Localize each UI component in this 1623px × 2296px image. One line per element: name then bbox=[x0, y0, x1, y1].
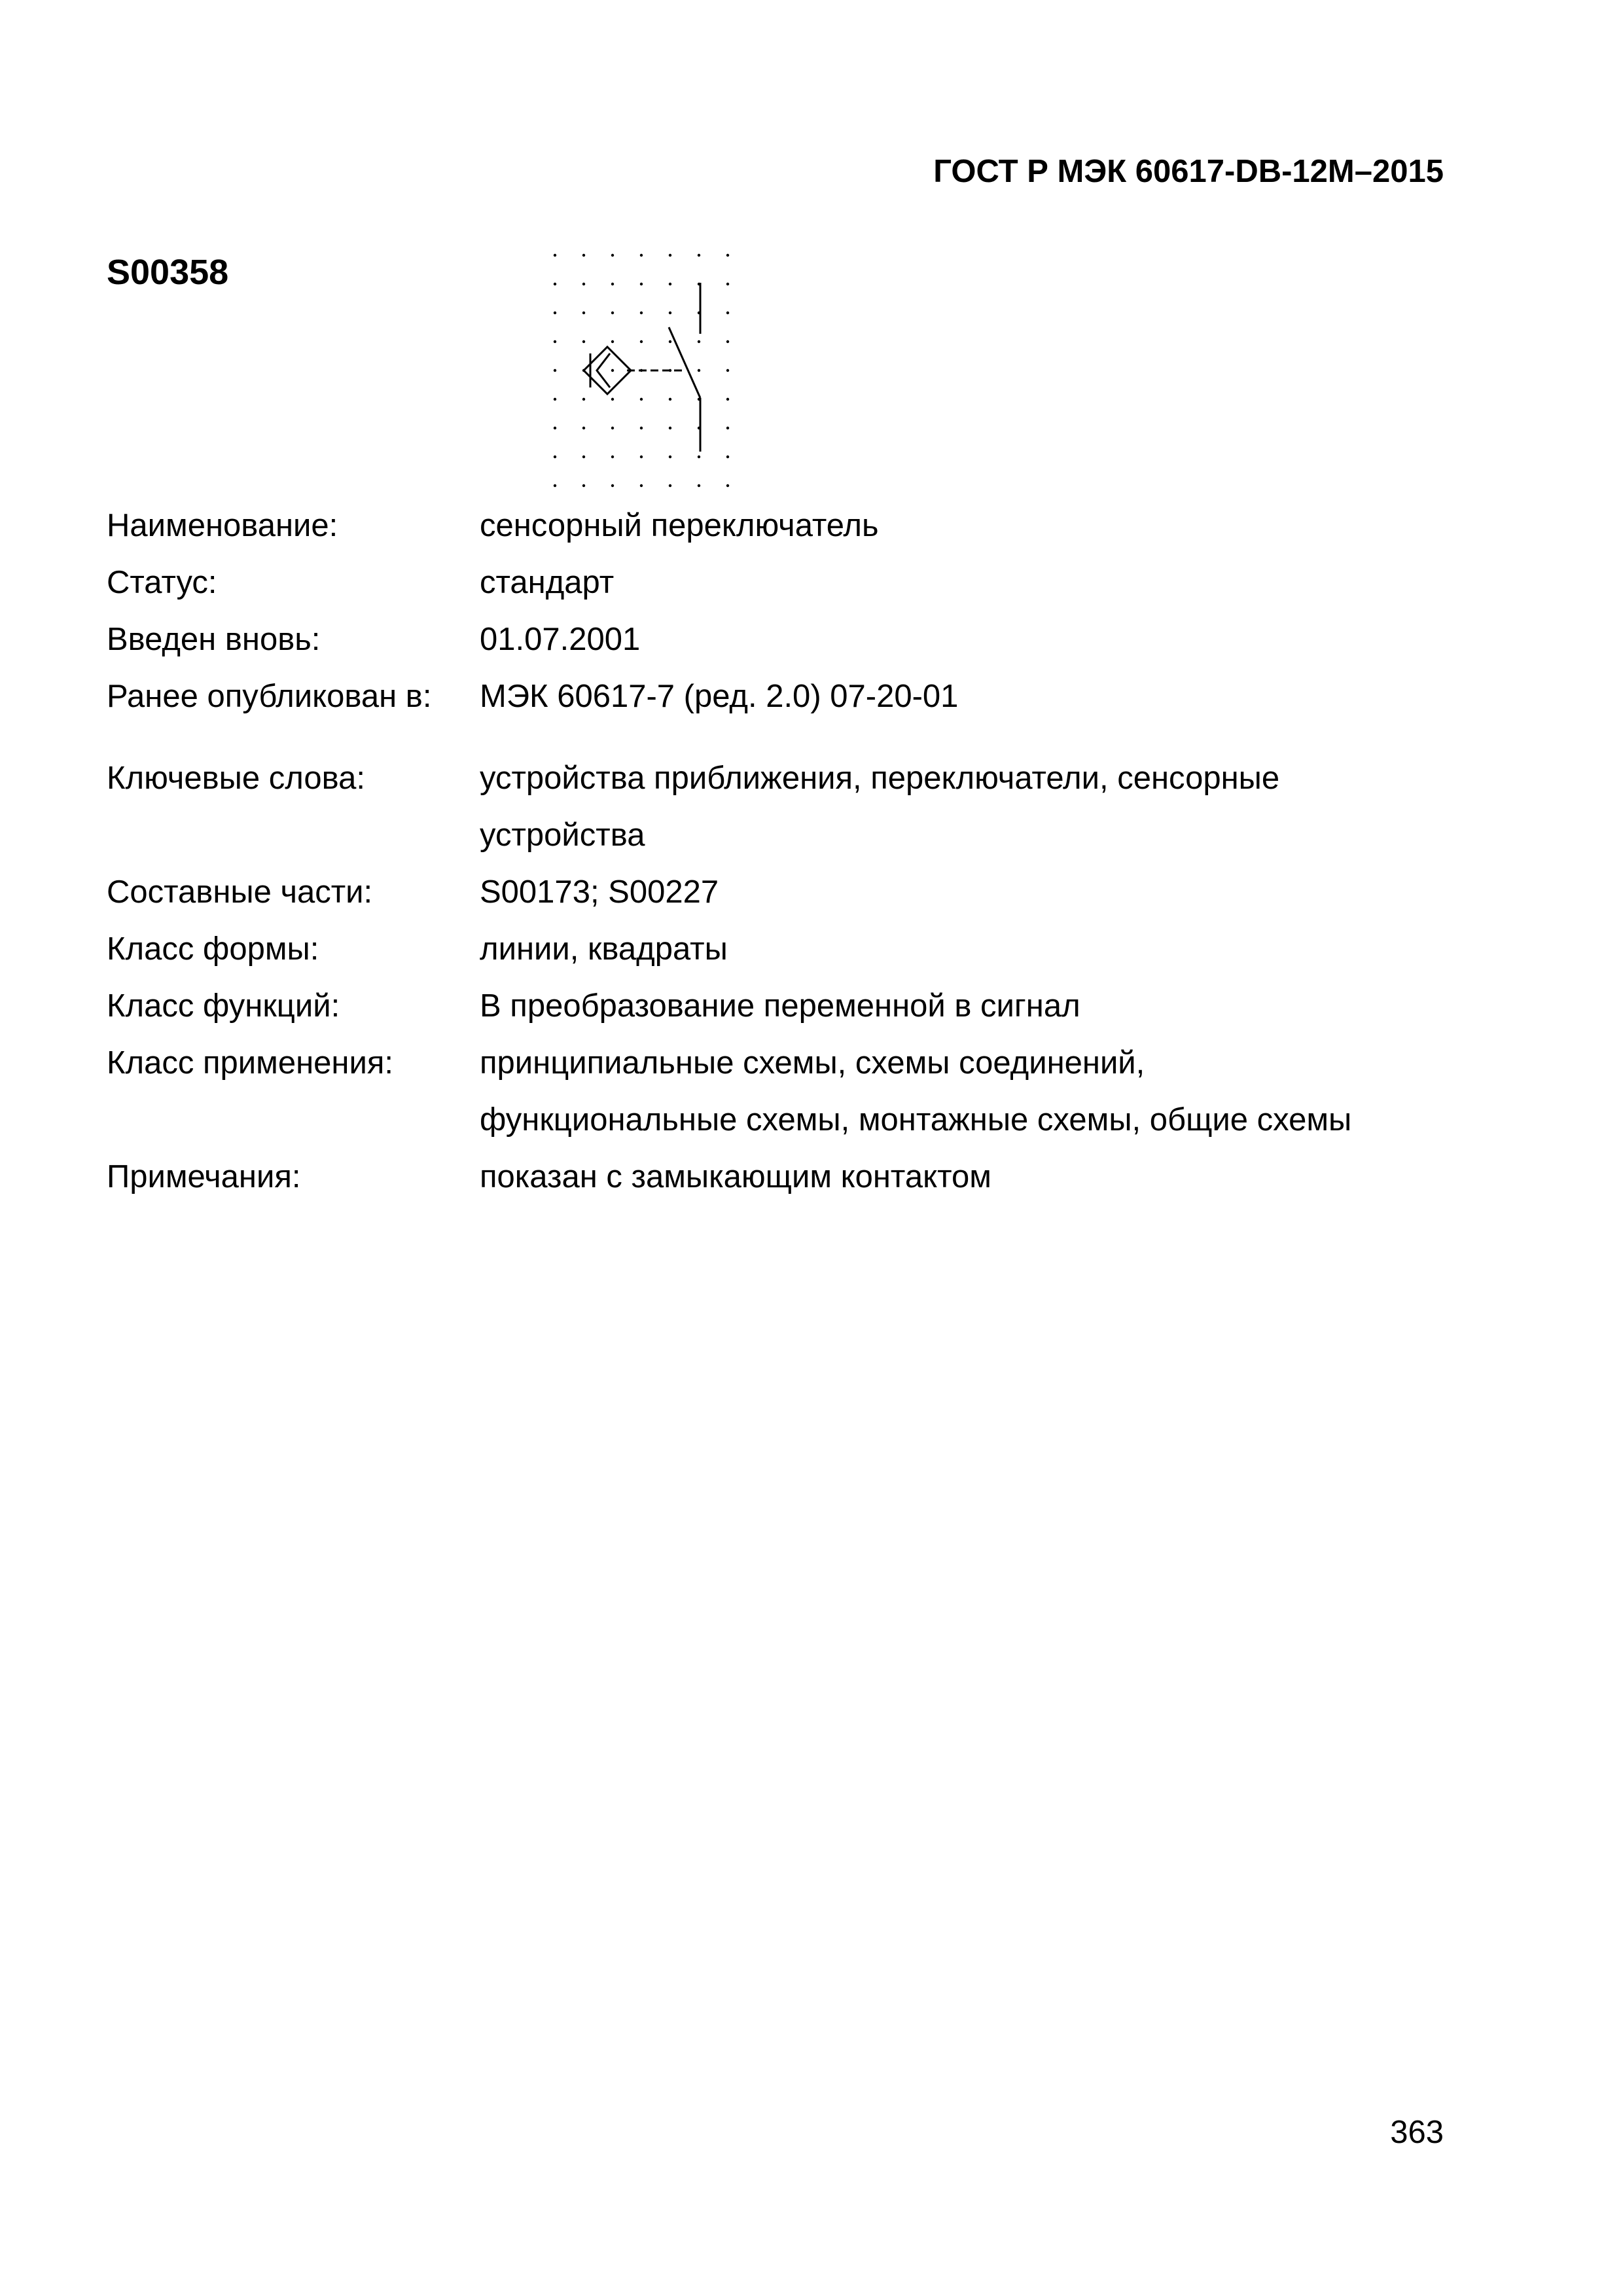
grid-dot bbox=[554, 427, 556, 429]
grid-dot bbox=[698, 254, 700, 257]
grid-dot bbox=[554, 283, 556, 285]
grid-dot bbox=[640, 254, 643, 257]
page-number: 363 bbox=[1390, 2115, 1444, 2150]
prop-value: S00173; S00227 bbox=[480, 874, 719, 910]
grid-dot bbox=[554, 398, 556, 401]
grid-dot bbox=[582, 484, 585, 487]
grid-dot bbox=[582, 456, 585, 458]
grid-dot bbox=[582, 398, 585, 401]
grid-dot bbox=[554, 312, 556, 314]
grid-dot bbox=[611, 254, 614, 257]
grid-dot bbox=[698, 484, 700, 487]
grid-dot bbox=[726, 456, 729, 458]
grid-dot bbox=[669, 456, 671, 458]
grid-dot bbox=[726, 398, 729, 401]
prop-row-introduced bbox=[107, 611, 1442, 668]
prop-value: принципиальные схемы, схемы соединений, функциональные схемы, монтажные схемы, общие схемы bbox=[480, 1045, 1352, 1138]
prop-label: Ранее опубликован в: bbox=[107, 679, 432, 714]
grid-dot bbox=[611, 283, 614, 285]
prop-row-notes bbox=[107, 1149, 1442, 1206]
grid-dot bbox=[669, 427, 671, 429]
prop-row-published-in bbox=[107, 668, 1442, 725]
grid-dot bbox=[726, 312, 729, 314]
grid-dot bbox=[640, 283, 643, 285]
grid-dot bbox=[582, 340, 585, 343]
prop-row-name bbox=[107, 497, 1442, 554]
grid-dot bbox=[554, 340, 556, 343]
prop-value: МЭК 60617-7 (ред. 2.0) 07-20-01 bbox=[480, 679, 959, 714]
prop-row-components bbox=[107, 864, 1442, 921]
contact-blade-line bbox=[669, 327, 700, 398]
grid-dot bbox=[611, 427, 614, 429]
prop-row-shape-class bbox=[107, 921, 1442, 978]
grid-dot bbox=[611, 398, 614, 401]
grid-dot bbox=[726, 427, 729, 429]
grid-dot bbox=[611, 340, 614, 343]
prop-label: Примечания: bbox=[107, 1159, 301, 1194]
grid-dot bbox=[726, 254, 729, 257]
grid-dot bbox=[640, 398, 643, 401]
grid-dot bbox=[669, 254, 671, 257]
grid-dot bbox=[582, 283, 585, 285]
prop-label: Составные части: bbox=[107, 874, 373, 910]
prop-label: Ключевые слова: bbox=[107, 761, 365, 796]
grid-dot bbox=[640, 427, 643, 429]
grid-dot bbox=[698, 456, 700, 458]
grid-dot bbox=[726, 484, 729, 487]
grid-dot bbox=[611, 456, 614, 458]
grid-dot bbox=[582, 312, 585, 314]
prop-row-application-class bbox=[107, 1035, 1442, 1149]
grid-dot bbox=[669, 398, 671, 401]
grid-dot bbox=[611, 484, 614, 487]
proximity-sensor-switch-symbol-icon bbox=[537, 242, 746, 497]
grid-dot bbox=[669, 283, 671, 285]
standard-header: ГОСТ Р МЭК 60617-DB-12М–2015 bbox=[933, 154, 1444, 189]
grid-dot bbox=[640, 340, 643, 343]
grid-dot bbox=[554, 254, 556, 257]
grid-dot bbox=[554, 456, 556, 458]
prop-value: устройства приближения, переключатели, сенсорные устройства bbox=[480, 761, 1280, 853]
grid-dot bbox=[726, 369, 729, 372]
prop-value: линии, квадраты bbox=[480, 931, 728, 967]
symbol-id: S00358 bbox=[107, 253, 229, 292]
grid-dot bbox=[669, 312, 671, 314]
grid-dot bbox=[640, 312, 643, 314]
prop-row-keywords bbox=[107, 750, 1442, 864]
prop-row-status bbox=[107, 554, 1442, 611]
prop-label: Введен вновь: bbox=[107, 622, 321, 657]
grid-dot bbox=[611, 312, 614, 314]
prop-value: показан с замыкающим контактом bbox=[480, 1159, 991, 1194]
grid-dot bbox=[582, 254, 585, 257]
prop-value: 01.07.2001 bbox=[480, 622, 641, 657]
grid-dot bbox=[698, 369, 700, 372]
prop-label: Статус: bbox=[107, 565, 217, 600]
grid-dot bbox=[611, 369, 614, 372]
grid-dot bbox=[554, 369, 556, 372]
prop-value: В преобразование переменной в сигнал bbox=[480, 988, 1080, 1024]
symbol-properties bbox=[107, 497, 1442, 1206]
prop-row-function-class bbox=[107, 978, 1442, 1035]
prop-label: Класс формы: bbox=[107, 931, 319, 967]
grid-dot bbox=[698, 340, 700, 343]
grid-dot bbox=[582, 427, 585, 429]
prop-label: Наименование: bbox=[107, 508, 338, 543]
grid-dot bbox=[640, 456, 643, 458]
prop-label: Класс применения: bbox=[107, 1045, 393, 1081]
grid-dot bbox=[669, 484, 671, 487]
prop-value: стандарт bbox=[480, 565, 615, 600]
grid-dot bbox=[726, 340, 729, 343]
prop-label: Класс функций: bbox=[107, 988, 340, 1024]
grid-dot bbox=[669, 340, 671, 343]
grid-dot bbox=[554, 484, 556, 487]
sensor-inner-chevron bbox=[597, 353, 610, 387]
grid-dot bbox=[726, 283, 729, 285]
grid-dot bbox=[640, 484, 643, 487]
prop-value: сенсорный переключатель bbox=[480, 508, 879, 543]
